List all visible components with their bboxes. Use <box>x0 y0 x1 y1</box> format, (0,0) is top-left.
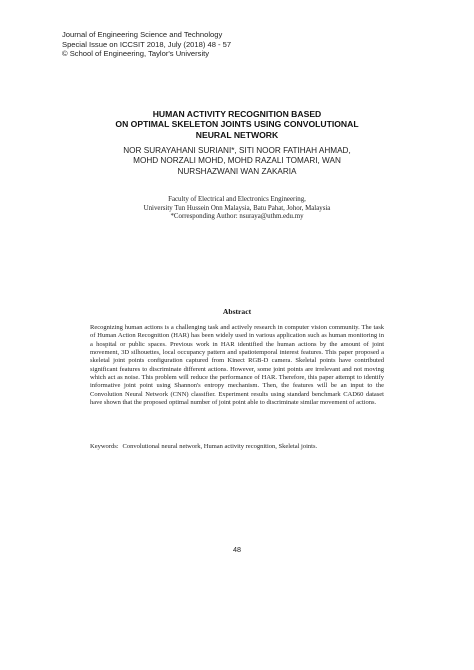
keywords-label: Keywords: <box>90 443 119 450</box>
authors-line-3: NURSHAZWANI WAN ZAKARIA <box>177 166 297 176</box>
affiliation-faculty: Faculty of Electrical and Electronics Engineering, <box>168 196 306 203</box>
keywords-text: Convolutional neural network, Human activity recognition, Skeletal joints. <box>122 443 318 450</box>
journal-copyright: © School of Engineering, Taylor's University <box>62 49 210 59</box>
affiliation-university: University Tun Hussein Onn Malaysia, Batu Pahat, Johor, Malaysia <box>143 204 331 212</box>
author-list <box>60 146 414 177</box>
title-line-1: HUMAN ACTIVITY RECOGNITION BASED <box>152 109 322 119</box>
keywords-block <box>90 443 384 451</box>
abstract-heading: Abstract <box>222 307 252 316</box>
abstract-text: Recognizing human actions is a challenging task and actively research in computer vision community. The task of Human Action Recognition (HAR) has been widely used in various application such as human monitoring in a hospital or public spaces. Previous work in HAR identified the human actions by the amount of joint movement, 3D silhouettes, local occupancy pattern and spatiotemporal interest features. This paper proposed a skeletal joint points configuration captured from Kinect RGB-D camera. Skeletal points have contributed significant features to discriminate different actions. However, some joint points are irrelevant and not moving which act as noise. This problem will reduce the performance of HAR. Therefore, this paper attempt to identify informative joint point using Shannon's entropy mechanism. Then, the features will be an input to the Convolution Neural Network (CNN) classifier. Experiment results using standard benchmark CAD60 dataset have shown that the proposed optimal number of joint point able to discriminate similar movement of actions. <box>90 324 384 407</box>
corresponding-author: *Corresponding Author: nsuraya@uthm.edu.my <box>170 213 304 221</box>
journal-issue: Special Issue on ICCSIT 2018, July (2018) 48 - 57 <box>62 39 232 49</box>
page-number: 48 <box>233 545 241 554</box>
journal-name: Journal of Engineering Science and Technology <box>62 30 223 39</box>
title-line-3: NEURAL NETWORK <box>195 129 279 140</box>
authors-line-2: MOHD NORZALI MOHD, MOHD RAZALI TOMARI, WAN <box>133 156 341 166</box>
title-line-2: ON OPTIMAL SKELETON JOINTS USING CONVOLUTIONAL <box>115 119 359 130</box>
authors-line-1: NOR SURAYAHANI SURIANI*, SITI NOOR FATIHAH AHMAD, <box>123 146 351 155</box>
affiliation-block <box>60 196 414 222</box>
paper-title <box>60 109 414 140</box>
journal-header <box>62 30 231 59</box>
